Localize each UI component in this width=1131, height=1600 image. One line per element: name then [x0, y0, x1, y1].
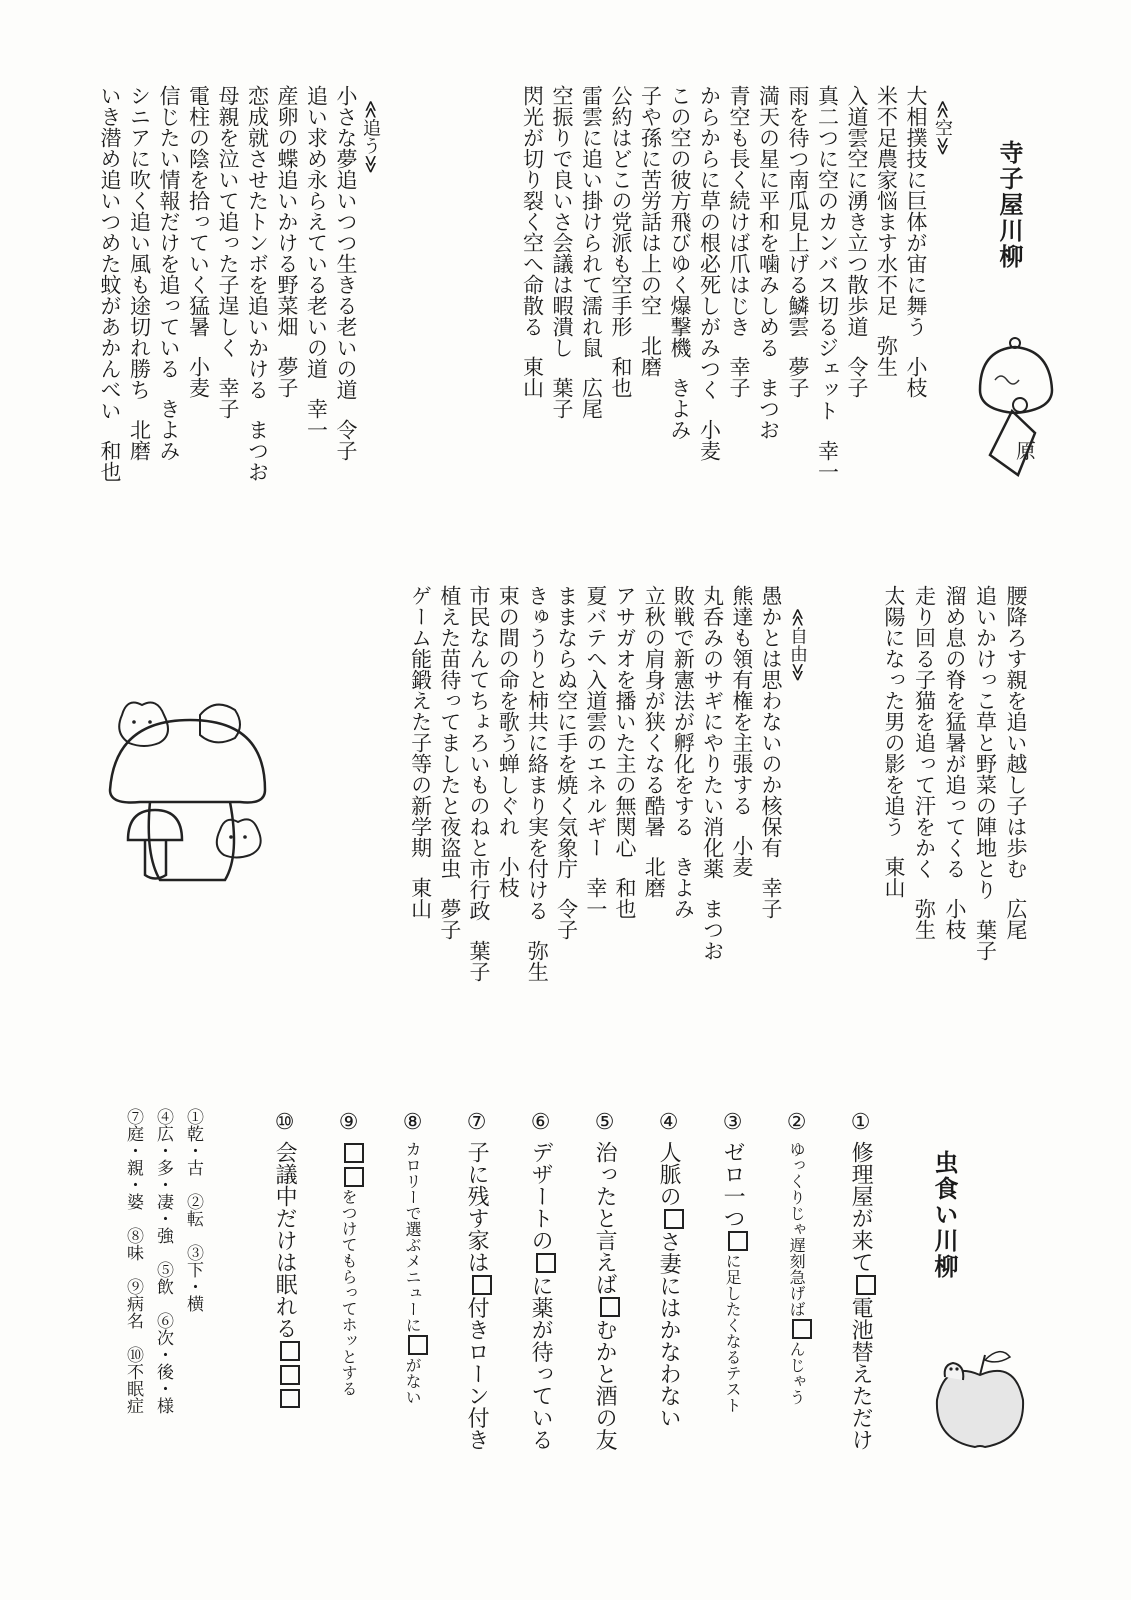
senryu-text: 産卵の蝶追いかける野菜畑	[275, 85, 299, 337]
senryu-line	[610, 85, 631, 398]
senryu-text: 追い求め永らえている老いの道	[304, 85, 329, 379]
question-number: ⑨	[336, 1110, 362, 1135]
senryu-line	[188, 85, 209, 398]
question-text: カロリーで選ぶメニューに	[403, 1141, 423, 1333]
senryu-line	[614, 585, 635, 919]
answer-line: ⑦庭・親・婆 ⑧味 ⑨病名 ⑩不眠症	[123, 1108, 143, 1414]
question-text: んじゃう	[787, 1340, 807, 1405]
senryu-author: 令子	[845, 355, 869, 398]
senryu-author: 弥生	[912, 897, 937, 940]
blank-box	[344, 1167, 364, 1187]
senryu-text: 植えた苗待ってましたと夜盗虫	[437, 585, 462, 879]
senryu-line	[883, 585, 904, 898]
senryu-text: 走り回る子猫を追って汗をかく	[912, 585, 937, 879]
question-number: ⑥	[528, 1110, 554, 1135]
senryu-text: 信じたい情報だけを追っている	[157, 85, 181, 379]
senryu-line	[944, 585, 965, 940]
senryu-text: 公約はどこの党派も空手形	[609, 85, 633, 337]
senryu-text: 入道雲空に湧き立つ散歩道	[845, 85, 869, 337]
blank-box	[792, 1319, 812, 1339]
blank-box	[280, 1389, 300, 1409]
senryu-author: 東山	[882, 855, 906, 898]
senryu-author: 北磨	[642, 855, 667, 898]
question-number: ④	[656, 1110, 682, 1135]
question-text: 人脈の	[656, 1141, 682, 1207]
senryu-text: 恋成就させたトンボを追いかける	[245, 85, 270, 400]
senryu-text: 真二つに空のカンバス切るジェット	[815, 85, 840, 421]
page-title: 寺子屋川柳	[995, 140, 1023, 270]
senryu-author: 小枝	[904, 355, 928, 398]
senryu-text: アサガオを播いた主の無関心	[613, 585, 637, 858]
mushikui-question	[529, 1110, 556, 1451]
mushikui-question	[721, 1110, 748, 1413]
question-number: ①	[848, 1110, 874, 1135]
senryu-line	[551, 85, 572, 419]
senryu-author: 東山	[408, 876, 433, 919]
question-number: ②	[784, 1110, 810, 1135]
senryu-author: 小麦	[729, 834, 754, 877]
question-text: さ妻にはかなわない	[656, 1230, 682, 1429]
senryu-text: からからに草の根必死しがみつく	[697, 85, 722, 400]
senryu-author: まつお	[756, 376, 781, 440]
senryu-author: 令子	[554, 897, 579, 940]
senryu-text: 閃光が切り裂く空へ命散る	[520, 85, 545, 337]
blank-box	[280, 1365, 300, 1385]
question-number: ⑩	[272, 1110, 298, 1135]
senryu-line	[556, 585, 577, 940]
senryu-text: 丸呑みのサギにやりたい消化薬	[700, 585, 725, 879]
senryu-author: きよみ	[668, 376, 692, 440]
senryu-author: 幸一	[815, 439, 840, 482]
question-text: むかと酒の友	[592, 1318, 618, 1451]
senryu-author: まつお	[245, 418, 270, 482]
senryu-text: シニアに吹く追い風も途切れ勝ち	[127, 85, 152, 400]
mushikui-title: 虫食い川柳	[930, 1150, 958, 1280]
senryu-author: 小麦	[186, 355, 211, 398]
senryu-author: 小枝	[496, 855, 521, 898]
senryu-author: 弥生	[525, 939, 550, 982]
senryu-author: 幸一	[583, 876, 608, 919]
senryu-line	[702, 585, 723, 961]
senryu-line	[876, 85, 897, 377]
question-text: 電池替えただけ	[848, 1296, 874, 1451]
question-number: ③	[720, 1110, 746, 1135]
senryu-line	[522, 85, 543, 398]
senryu-author: まつお	[700, 897, 725, 961]
mushikui-question	[465, 1110, 492, 1451]
senryu-author: 葉子	[550, 376, 574, 419]
wind-chime-illustration	[960, 335, 1070, 485]
senryu-author: 広尾	[1004, 897, 1028, 940]
section-header-jiyu: ≪自由≫	[787, 608, 808, 682]
senryu-line	[699, 85, 720, 461]
senryu-line	[640, 85, 661, 377]
mushroom-hamster-illustration	[100, 690, 280, 900]
blank-box	[664, 1209, 684, 1229]
senryu-text: この空の彼方飛びゆく爆撃機	[668, 85, 692, 358]
blank-box	[728, 1231, 748, 1251]
section-header-ou: ≪追う≫	[360, 100, 381, 174]
senryu-author: 小枝	[943, 897, 967, 940]
question-text: 会議中だけは眠れる	[272, 1141, 298, 1339]
senryu-line	[758, 85, 779, 440]
senryu-text: 追いかけっこ草と野菜の陣地とり	[973, 585, 998, 900]
senryu-line	[468, 585, 489, 982]
senryu-text: 空振りで良いさ会議は暇潰し	[550, 85, 574, 358]
blank-box	[280, 1341, 300, 1361]
senryu-line	[817, 85, 838, 482]
question-text: デザートの	[528, 1141, 554, 1251]
senryu-author: 東山	[520, 355, 545, 398]
senryu-line	[914, 585, 935, 940]
senryu-line	[731, 585, 752, 877]
senryu-text: いき潜め追いつめた蚊があかんべい	[98, 85, 122, 421]
senryu-author: 小麦	[697, 418, 722, 461]
senryu-line	[217, 85, 238, 419]
stamp-char: 原	[1016, 439, 1036, 463]
senryu-line	[439, 585, 460, 940]
senryu-line	[846, 85, 867, 398]
senryu-text: 愚かとは思わないのか核保有	[759, 585, 783, 858]
question-text: ゼロ一つ	[720, 1141, 746, 1229]
senryu-author: 弥生	[874, 334, 899, 377]
senryu-author: 夢子	[437, 897, 462, 940]
senryu-author: 夢子	[275, 355, 299, 398]
senryu-text: 熊達も領有権を主張する	[729, 585, 754, 816]
mushikui-question	[337, 1110, 364, 1397]
senryu-text: 雷雲に追い掛けられて濡れ鼠	[579, 85, 604, 358]
senryu-line	[787, 85, 808, 398]
question-text: 付きローン付き	[464, 1296, 490, 1451]
senryu-author: 和也	[609, 355, 633, 398]
senryu-text: 溜め息の脊を猛暑が追ってくる	[943, 585, 967, 879]
mushikui-question	[273, 1110, 300, 1410]
senryu-text: 米不足農家悩ます水不足	[874, 85, 899, 316]
senryu-author: きよみ	[157, 397, 181, 461]
senryu-author: 幸子	[727, 355, 751, 398]
blank-box	[344, 1143, 364, 1163]
senryu-line	[247, 85, 268, 482]
blank-box	[472, 1275, 492, 1295]
mushikui-question	[849, 1110, 876, 1451]
senryu-line	[410, 585, 431, 919]
senryu-author: 幸子	[216, 376, 240, 419]
question-text: 子に残す家は	[464, 1141, 490, 1273]
senryu-text: 敗戦で新憲法が孵化をする	[671, 585, 696, 837]
senryu-text: 太陽になった男の影を追う	[882, 585, 906, 837]
question-text: に薬が待っている	[528, 1274, 554, 1451]
question-number: ⑤	[592, 1110, 618, 1135]
senryu-line	[905, 85, 926, 398]
senryu-text: 雨を待つ南瓜見上げる鱗雲	[786, 85, 810, 337]
senryu-text: 電柱の陰を拾っていく猛暑	[186, 85, 211, 337]
answer-line: ①乾・古 ②転 ③下・横	[183, 1108, 203, 1312]
mushikui-question	[785, 1110, 812, 1405]
senryu-author: 幸子	[759, 876, 783, 919]
question-text: ゆっくりじゃ遅刻急げば	[787, 1141, 807, 1317]
senryu-line	[129, 85, 150, 461]
senryu-line	[585, 585, 606, 919]
question-text: 修理屋が来て	[848, 1141, 874, 1273]
answer-line: ④広・多・凄・強 ⑤飲 ⑥次・後・様	[153, 1108, 173, 1414]
senryu-line	[99, 85, 120, 482]
blank-box	[408, 1335, 428, 1355]
senryu-text: 夏バテへ入道雲のエネルギー	[583, 585, 608, 858]
senryu-author: 北磨	[638, 334, 663, 377]
blank-box	[856, 1275, 876, 1295]
senryu-text: 満天の星に平和を噛みしめる	[756, 85, 781, 358]
senryu-author: 幸一	[304, 397, 329, 440]
senryu-text: 市民なんてちょろいものねと市行政	[467, 585, 491, 921]
senryu-line	[728, 85, 749, 398]
question-number: ⑧	[400, 1110, 426, 1135]
senryu-author: 令子	[334, 418, 358, 461]
senryu-text: 大相撲技に巨体が宙に舞う	[904, 85, 928, 337]
senryu-line	[975, 585, 996, 961]
apple-worm-illustration	[925, 1345, 1035, 1455]
senryu-author: 北磨	[127, 418, 152, 461]
senryu-author: きよみ	[671, 855, 696, 919]
senryu-line	[642, 585, 667, 898]
senryu-line	[496, 585, 521, 898]
senryu-author: 広尾	[579, 376, 604, 419]
senryu-author: 和也	[98, 439, 122, 482]
senryu-text: 子や孫に苦労話は上の空	[638, 85, 663, 316]
question-number: ⑦	[464, 1110, 490, 1135]
senryu-author: 葉子	[467, 939, 491, 982]
senryu-text: 母親を泣いて追った子逞しく	[216, 85, 240, 358]
senryu-text: ままならぬ空に手を焼く気象庁	[554, 585, 579, 879]
senryu-text: ゲーム能鍛えた子等の新学期	[408, 585, 433, 858]
senryu-text: 束の間の命を歌う蝉しぐれ	[496, 585, 521, 837]
senryu-line	[276, 85, 297, 398]
senryu-line	[581, 85, 602, 419]
blank-box	[536, 1253, 556, 1273]
senryu-author: 夢子	[786, 355, 810, 398]
senryu-line	[335, 85, 356, 461]
senryu-line	[158, 85, 179, 461]
mushikui-question	[657, 1110, 684, 1429]
mushikui-question	[401, 1110, 428, 1405]
blank-box	[600, 1297, 620, 1317]
senryu-text: 腰降ろす親を追い越し子は歩む	[1004, 585, 1028, 879]
senryu-author: 葉子	[973, 918, 998, 961]
senryu-line	[1005, 585, 1026, 940]
senryu-line	[525, 585, 550, 982]
mushikui-question	[593, 1110, 620, 1451]
senryu-line	[760, 585, 781, 919]
question-text: に足したくなるテスト	[723, 1252, 743, 1413]
senryu-text: 青空も長く続けば爪はじき	[727, 85, 751, 337]
senryu-text: 立秋の肩身が狭くなる酷暑	[642, 585, 667, 837]
senryu-author: 和也	[613, 876, 637, 919]
senryu-text: 小さな夢追いつつ生きる老いの道	[334, 85, 358, 400]
senryu-text: きゅうりと柿共に絡まり実を付ける	[525, 585, 550, 921]
senryu-line	[669, 85, 690, 440]
question-text: がない	[403, 1356, 423, 1405]
question-text: をつけてもらってホッとする	[339, 1188, 359, 1397]
senryu-line	[306, 85, 327, 440]
section-header-sora: ≪空≫	[932, 100, 953, 156]
question-text: 治ったと言えば	[592, 1141, 618, 1295]
senryu-line	[671, 585, 696, 919]
